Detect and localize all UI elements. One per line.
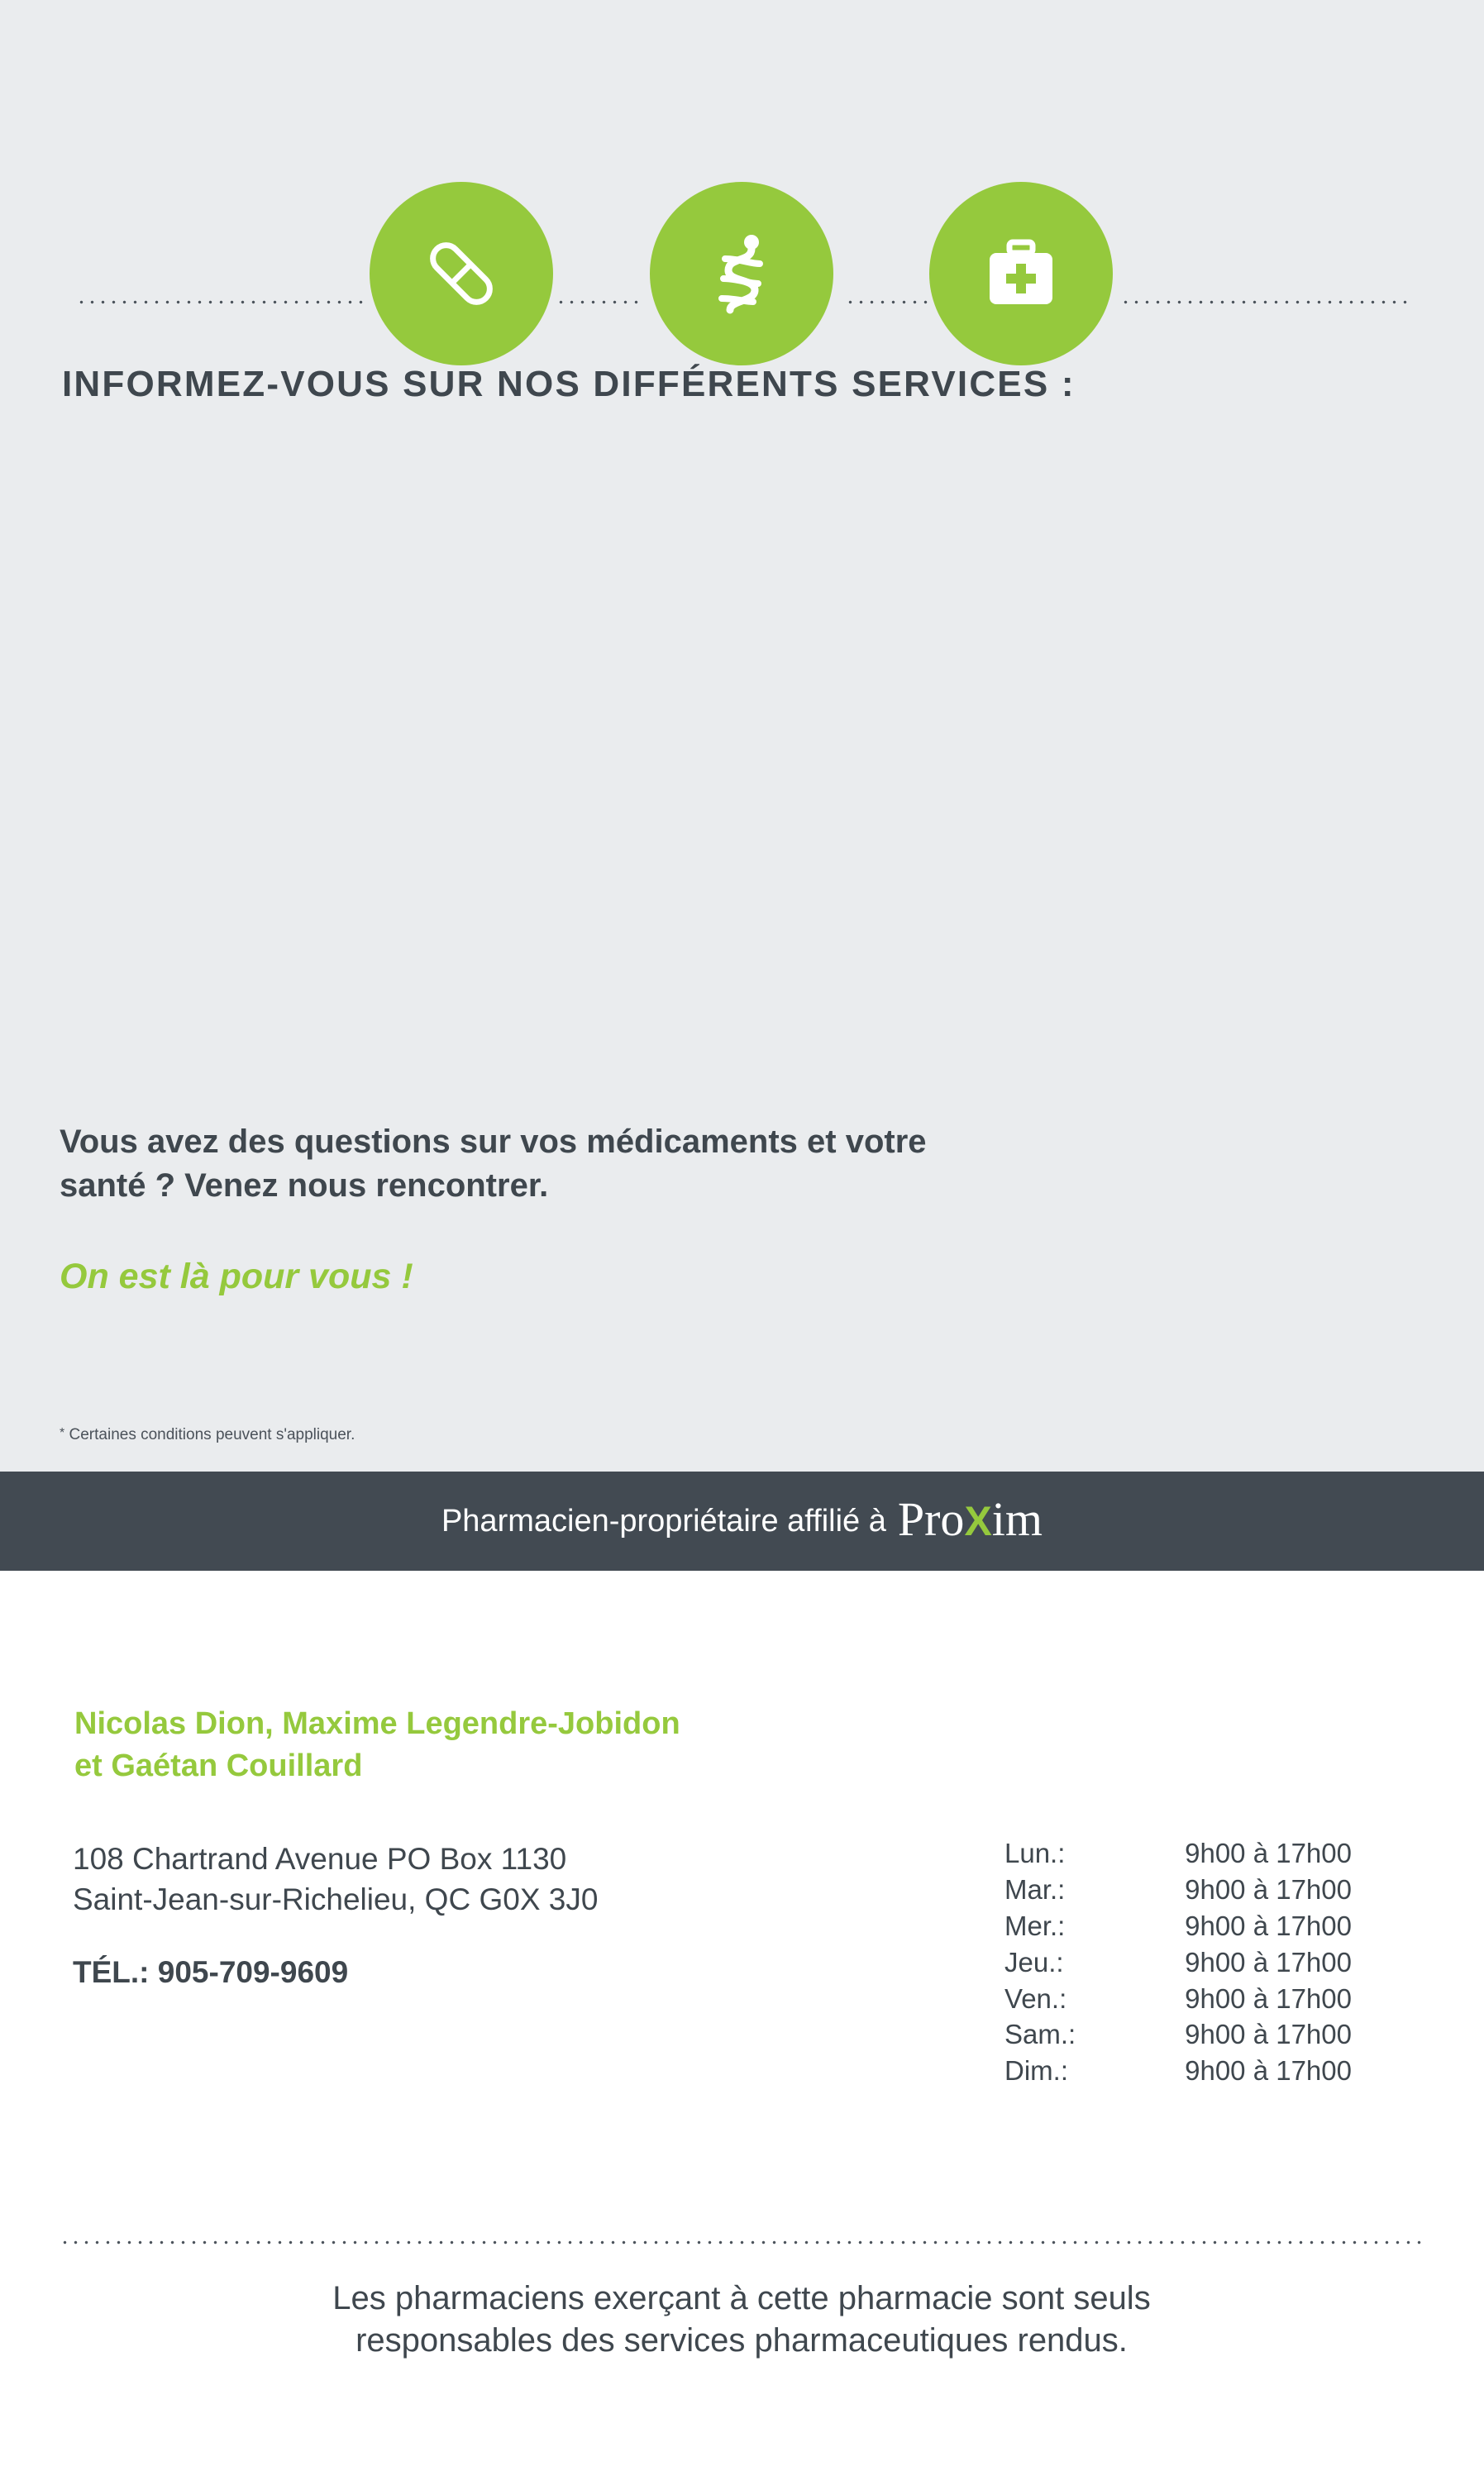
hours-row [1004,1872,1393,1908]
icon-strip [0,99,1484,289]
hours-day: Sam.: [1004,2019,1076,2050]
hours-time: 9h00 à 17h00 [1185,2055,1352,2087]
hours-row [1004,2053,1393,2089]
dotted-rule-mid-2 [845,300,931,304]
proxim-logo-post: im [991,1492,1043,1546]
address-line-1: 108 Chartrand Avenue PO Box 1130 [73,1842,567,1876]
footnote-asterisk: * [60,1426,65,1440]
hours-day: Mer.: [1004,1910,1066,1941]
owners-line-2: et Gaétan Couillard [74,1748,363,1784]
hours-day: Mar.: [1004,1873,1066,1905]
pills-capsule-icon [370,182,553,365]
hours-row [1004,1944,1393,1981]
hours-row [1004,1835,1393,1872]
pharmacy-owners [74,1703,1066,1788]
questions-line-2: santé ? Venez nous rencontrer. [60,1166,549,1204]
hours-day: Ven.: [1004,1982,1067,2014]
disclaimer-line-2: responsables des services pharmaceutiques rendus. [355,2322,1128,2359]
hours-time: 9h00 à 17h00 [1185,1946,1352,1977]
hours-time: 9h00 à 17h00 [1185,1838,1352,1868]
affiliate-bar-content [0,1472,1484,1571]
dotted-rule-mid-1 [556,300,642,304]
dotted-rule-right [1120,300,1410,304]
pharmacy-disclaimer [60,2278,1424,2362]
pharmacy-info-panel [0,1571,1484,2476]
pharmacy-phone: TÉL.: 905-709-9609 [73,1955,349,1989]
hours-day: Dim.: [1004,2055,1068,2087]
caduceus-icon [650,182,833,365]
hours-time: 9h00 à 17h00 [1185,1910,1352,1941]
tagline: On est là pour vous ! [60,1257,413,1296]
hours-row [1004,1981,1393,2017]
dotted-separator [60,2240,1424,2245]
questions-text [60,1120,1382,1208]
first-aid-kit-icon [929,182,1113,365]
proxim-logo-pre: Pro [897,1492,965,1546]
opening-hours [1004,1835,1393,2089]
hours-row [1004,1908,1393,1944]
disclaimer-line-1: Les pharmaciens exerçant à cette pharmacie sont seuls [332,2280,1151,2316]
owners-line-1: Nicolas Dion, Maxime Legendre-Jobidon [74,1706,680,1741]
affiliate-bar [0,1472,1484,1571]
hours-day: Jeu.: [1004,1946,1064,1977]
pharmacy-address [73,1839,982,1920]
hours-time: 9h00 à 17h00 [1185,2019,1352,2050]
hours-time: 9h00 à 17h00 [1185,1982,1352,2014]
proxim-logo-x: X [964,1498,992,1544]
dotted-rule-left [76,300,364,304]
affiliate-text: Pharmacien-propriétaire affilié à [441,1503,886,1539]
hours-row [1004,2016,1393,2053]
footnote-text: Certaines conditions peuvent s'appliquer. [64,1426,355,1443]
services-title: INFORMEZ-VOUS SUR NOS DIFFÉRENTS SERVICES : [62,364,1076,404]
hours-time: 9h00 à 17h00 [1185,1873,1352,1905]
address-line-2: Saint-Jean-sur-Richelieu, QC G0X 3J0 [73,1882,599,1916]
proxim-logo [897,1492,1043,1547]
questions-line-1: Vous avez des questions sur vos médicaments et votre [60,1124,927,1160]
hours-day: Lun.: [1004,1838,1066,1868]
conditions-footnote [60,1426,355,1444]
